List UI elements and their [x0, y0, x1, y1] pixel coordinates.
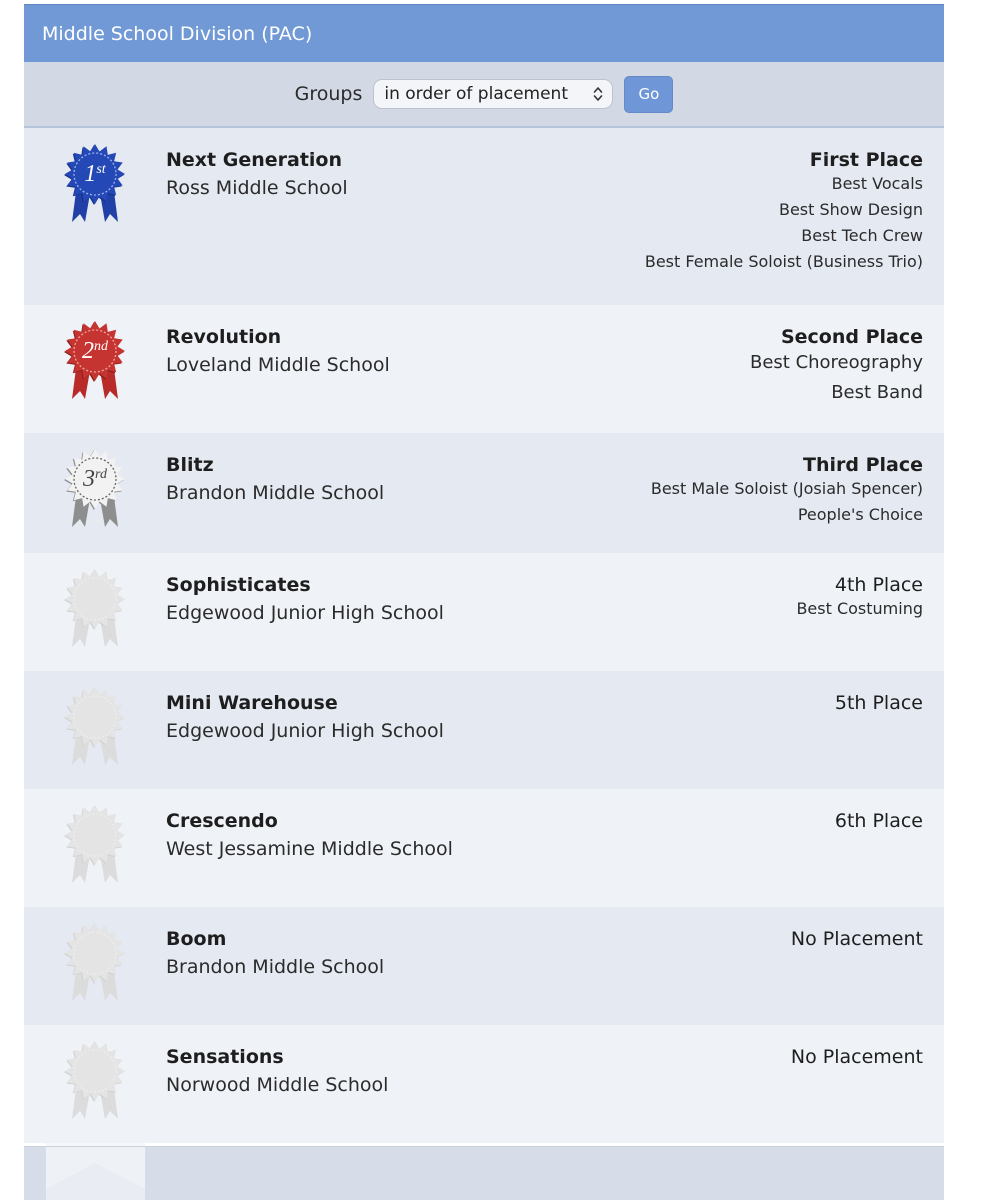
awards-list	[791, 1046, 923, 1068]
groups-label: Groups	[294, 83, 363, 105]
school-name: Edgewood Junior High School	[166, 602, 444, 624]
group-name: Sensations	[166, 1046, 284, 1068]
awards-list	[835, 692, 923, 714]
awards-list	[835, 810, 923, 832]
placement-label: Third Place	[803, 454, 923, 476]
go-button[interactable]: Go	[624, 76, 673, 113]
blank-ribbon-icon	[62, 923, 128, 1007]
placement-label: Second Place	[780, 326, 923, 348]
placement-label: No Placement	[790, 928, 923, 950]
special-award: Best Show Design	[778, 200, 923, 219]
sort-order-value: in order of placement	[384, 84, 568, 104]
awards-list	[651, 454, 923, 528]
placement-label: No Placement	[790, 1046, 923, 1068]
placement-row	[24, 671, 944, 789]
placement-row	[24, 907, 944, 1025]
group-name: Boom	[166, 928, 227, 950]
school-name: Edgewood Junior High School	[166, 720, 444, 742]
group-name: Sophisticates	[166, 574, 311, 596]
special-award: Best Choreography	[749, 352, 923, 373]
placement-label: 4th Place	[834, 574, 923, 596]
placement-row	[24, 1025, 944, 1143]
ribbon-rank-text: 1st	[84, 161, 106, 187]
group-name: Next Generation	[166, 149, 343, 171]
school-name: Brandon Middle School	[166, 956, 385, 978]
ribbon-tail-icon	[46, 1147, 145, 1200]
first-place-ribbon-icon	[62, 144, 128, 228]
school-name: Norwood Middle School	[166, 1074, 389, 1096]
sort-order-select[interactable]	[373, 79, 613, 109]
placement-row	[24, 789, 944, 907]
school-name: West Jessamine Middle School	[166, 838, 453, 860]
awards-list	[791, 928, 923, 950]
division-panel	[24, 4, 944, 1200]
blank-ribbon-icon	[62, 687, 128, 771]
sort-toolbar	[24, 62, 944, 128]
group-name: Crescendo	[166, 810, 278, 832]
school-name: Loveland Middle School	[166, 354, 390, 376]
division-title: Middle School Division (PAC)	[42, 22, 313, 45]
awards-list	[645, 149, 923, 275]
special-award: People's Choice	[797, 505, 923, 524]
blank-ribbon-icon	[62, 805, 128, 889]
group-name: Blitz	[166, 454, 214, 476]
special-award: Best Vocals	[831, 174, 923, 193]
special-award: Best Band	[831, 382, 923, 403]
placement-row	[24, 433, 944, 553]
second-place-ribbon-icon	[62, 321, 128, 405]
placement-row	[24, 305, 944, 433]
school-name: Ross Middle School	[166, 177, 348, 199]
footer-rail	[46, 1147, 145, 1200]
placement-row	[24, 128, 944, 305]
placement-label: 6th Place	[834, 810, 923, 832]
division-header	[24, 4, 944, 62]
awards-list	[796, 574, 923, 622]
group-name: Revolution	[166, 326, 282, 348]
placement-row	[24, 553, 944, 671]
placement-label: 5th Place	[834, 692, 923, 714]
special-award: Best Female Soloist (Business Trio)	[644, 252, 923, 271]
special-award: Best Costuming	[796, 599, 923, 618]
school-name: Brandon Middle School	[166, 482, 385, 504]
blank-ribbon-icon	[62, 1041, 128, 1125]
ribbon-rank-text: 2nd	[82, 338, 108, 364]
list-footer	[24, 1146, 944, 1200]
ribbon-rank-text: 3rd	[83, 466, 107, 492]
results-list	[24, 128, 944, 1143]
awards-list	[750, 326, 923, 408]
blank-ribbon-icon	[62, 569, 128, 653]
group-name: Mini Warehouse	[166, 692, 338, 714]
special-award: Best Male Soloist (Josiah Spencer)	[650, 479, 923, 498]
select-arrows-icon	[593, 85, 603, 103]
placement-label: First Place	[809, 149, 923, 171]
special-award: Best Tech Crew	[801, 226, 923, 245]
third-place-ribbon-icon	[62, 449, 128, 533]
